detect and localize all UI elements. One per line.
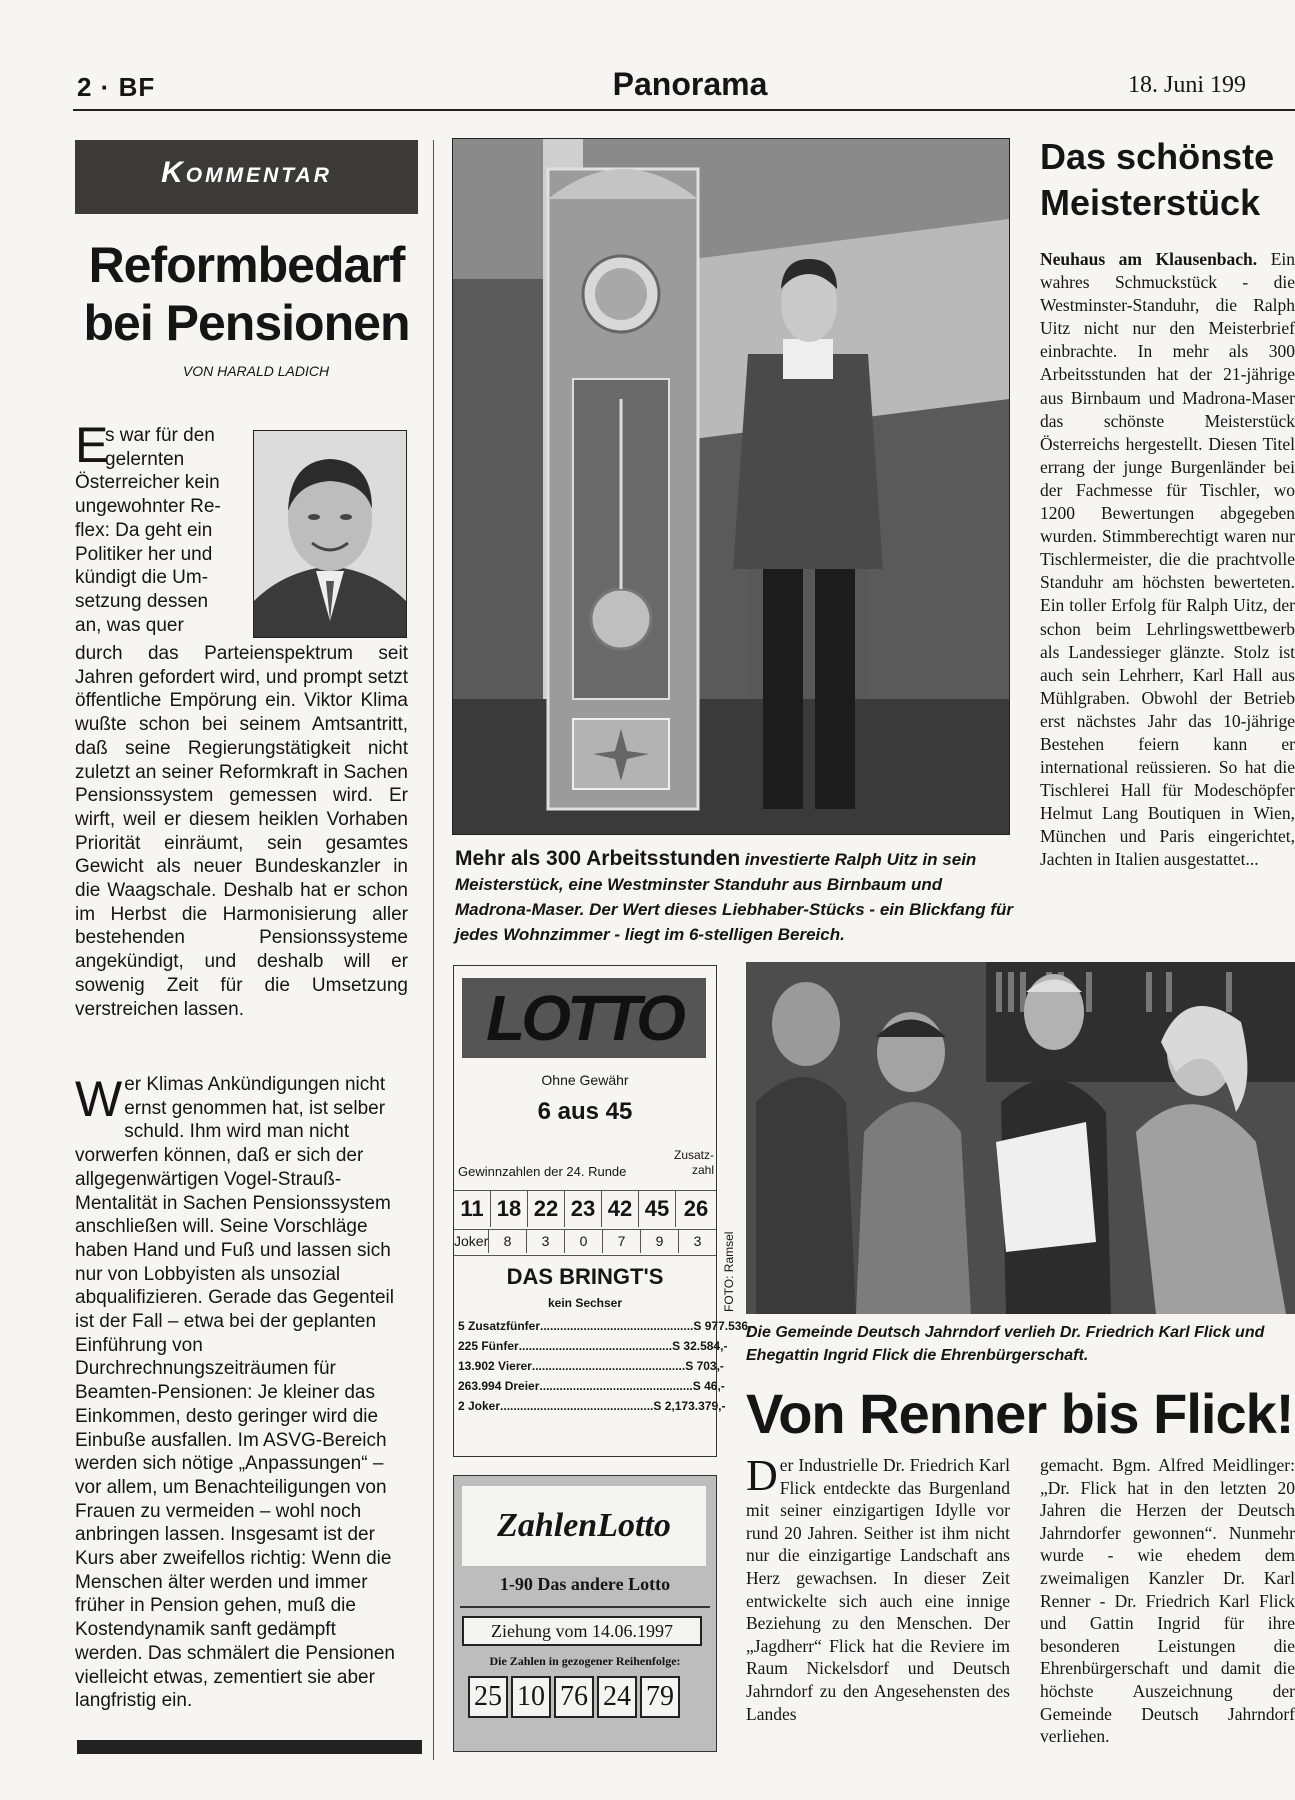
lotto-joker-digit: 7 bbox=[603, 1229, 641, 1253]
lotto-prize-label: 263.994 Dreier bbox=[458, 1379, 540, 1393]
clock-caption-italic: investierte Ralph Uitz in sein Meisterstück, eine Westminster Standuhr aus Birnbaum und Madrona-Maser. Der Wert dieses Liebhaber-Stücks - ein Blickfang für jedes Wohnzimmer - liegt im 6-stelligen Bereich. bbox=[455, 850, 1014, 944]
kommentar-wrap-line: gelernten bbox=[105, 448, 185, 470]
clock-headline-line2: Meisterstück bbox=[1040, 182, 1261, 223]
lotto-prize-amount: S 32.584,- bbox=[672, 1339, 728, 1353]
kommentar-headline bbox=[75, 236, 418, 352]
lotto-number: 42 bbox=[602, 1191, 639, 1227]
zahlenlotto-logo: ZahlenLotto bbox=[497, 1507, 671, 1544]
issue-date: 18. Juni 199 bbox=[1128, 72, 1247, 98]
kommentar-wrap-line: an, was quer bbox=[75, 614, 184, 636]
kommentar-paragraph-2-text: er Klimas Ankündigungen nicht ernst genommen hat, ist selber schuld. Ihm wird man nicht vorwerfen können, daß er sich der allgegenwärtigen Vogel-Strauß-Mentalität in Sachen Pensionssystem anschließen will. Seine Vorschläge haben Hand und Fuß und lassen sich nur von Lobbyisten als unsozial abqualifizieren. Gerade das Gegenteil ist der Fall – etwa bei der geplanten Einführung von Durchrechnungszeiträumen für Beamten-Pensionen: Je kleiner das Einkommen, desto geringer wird die Einbuße ausfallen. Im ASVG-Bereich werden sich nötige „Anpassungen“ – vor allem, um Benachteiligungen von Frauen zu vermeiden – wohl noch anbringen lassen. Insgesamt ist der Kurs aber zweifellos richtig: Wenn die Menschen älter werden und immer früher in Pension gehen, muß die Kostendynamik sanft gedämpft werden. Das schmälert die Pensionen vielleicht etwas, zementiert sie aber langfristig ein. bbox=[75, 1074, 396, 1712]
lotto-number: 18 bbox=[491, 1191, 528, 1227]
lotto-prize-amount: S 46,- bbox=[692, 1379, 725, 1393]
page-label: 2 · BF bbox=[77, 72, 156, 102]
lotto-prize-label: 13.902 Vierer bbox=[458, 1359, 532, 1373]
lotto-joker-digit: 8 bbox=[489, 1229, 527, 1253]
zahlenlotto-numbers-row bbox=[468, 1676, 683, 1718]
lotto-prize-row bbox=[458, 1356, 724, 1376]
zahlenlotto-logo-box bbox=[462, 1486, 706, 1566]
clock-story-body bbox=[1040, 248, 1295, 938]
lotto-prize-label: 5 Zusatzfünfer bbox=[458, 1319, 541, 1333]
flick-dropcap: D bbox=[746, 1451, 778, 1500]
page-header bbox=[0, 60, 1295, 110]
lotto-prize-row bbox=[458, 1376, 725, 1396]
lotto-round-label: Gewinnzahlen der 24. Runde bbox=[458, 1164, 627, 1179]
kommentar-wrap-line: s war für den bbox=[105, 425, 215, 446]
lotto-joker-row bbox=[454, 1229, 716, 1256]
lotto-zusatz-label bbox=[654, 1148, 714, 1178]
flick-headline: Von Renner bis Flick! bbox=[746, 1382, 1294, 1445]
zahlenlotto-number: 25 bbox=[468, 1676, 508, 1718]
lotto-prize-row bbox=[458, 1396, 726, 1416]
lotto-game-name: 6 aus 45 bbox=[537, 1098, 633, 1125]
kommentar-headline-line2: bei Pensionen bbox=[83, 295, 410, 351]
zahlenlotto-divider bbox=[460, 1606, 710, 1608]
kommentar-wrap-line: flex: Da geht ein bbox=[75, 519, 213, 541]
lotto-kein-sechser: kein Sechser bbox=[547, 1296, 623, 1310]
zahlenlotto-number: 24 bbox=[597, 1676, 637, 1718]
lotto-bringts-title: DAS BRINGT'S bbox=[506, 1264, 664, 1289]
kommentar-bottom-bar bbox=[77, 1740, 422, 1754]
clock-photo bbox=[452, 138, 1010, 835]
lotto-number: 45 bbox=[639, 1191, 676, 1227]
lotto-zusatzzahl: 26 bbox=[683, 1196, 709, 1221]
column-divider bbox=[433, 140, 434, 1760]
zahlenlotto-ziehung: Ziehung vom 14.06.1997 bbox=[462, 1616, 702, 1646]
zahlenlotto-box bbox=[453, 1475, 717, 1752]
lotto-prize-amount: S 977.536,- bbox=[693, 1319, 756, 1333]
zahlenlotto-number: 10 bbox=[511, 1676, 551, 1718]
lotto-prize-dots: .............................................. bbox=[500, 1399, 654, 1413]
author-portrait-illustration bbox=[254, 431, 406, 637]
kommentar-paragraph-1-rest: durch das Parteienspektrum seit Jahren gefordert wird, und prompt setzt öffentliche Empörung ein. Viktor Klima wußte schon bei seinem Amtsantritt, daß seine Regierungstätigkeit nicht zuletzt an seiner Reformkraft in Sachen Pensionssystem gemessen wird. Er wirft, weil er diesem heiklen Vorhaben Priorität einräumt, sein gesamtes Gewicht als neuer Bundeskanzler in die Waagschale. Deshalb hat er schon im Herbst die Harmonisierung aller bestehenden Pensionssysteme angekündigt, und deshalb will er sowenig Zeit für die Umsetzung verstreichen lassen. bbox=[75, 643, 408, 1020]
flick-photo-illustration bbox=[746, 962, 1295, 1314]
lotto-ohne-gewaehr: Ohne Gewähr bbox=[541, 1072, 629, 1088]
kommentar-label-box bbox=[75, 140, 418, 214]
kommentar-paragraph-2 bbox=[75, 1073, 408, 1713]
lotto-joker-digit: 0 bbox=[565, 1229, 603, 1253]
flick-column-1 bbox=[746, 1451, 1010, 1725]
kommentar-wrap-line: kündigt die Um- bbox=[75, 567, 209, 589]
kommentar-wrap-line: setzung dessen bbox=[75, 590, 209, 612]
kommentar-wrap-line: ungewohnter Re- bbox=[75, 496, 221, 518]
lotto-joker-label: Joker bbox=[454, 1229, 489, 1253]
lotto-prize-dots: .............................................. bbox=[539, 1379, 693, 1393]
clock-caption-bold: Mehr als 300 Arbeitsstunden bbox=[455, 847, 741, 870]
flick-photo-credit: FOTO: Ramsel bbox=[722, 1231, 736, 1312]
kommentar-wrap-line: Österreicher kein bbox=[75, 472, 220, 494]
lotto-prize-label: 225 Fünfer bbox=[458, 1339, 519, 1353]
zahlenlotto-number: 79 bbox=[640, 1676, 680, 1718]
clock-headline-line1: Das schönste bbox=[1040, 136, 1275, 177]
clock-headline bbox=[1040, 134, 1295, 226]
lotto-zusatz-label-2: zahl bbox=[691, 1163, 714, 1177]
clock-story-text: Ein wahres Schmuckstück - die Westminster-Standuhr, die Ralph Uitz nicht nur den Meisterbrief einbrachte. In mehr als 300 Arbeitsstunden hat der 21-jährige aus Birnbaum und Madrona-Maser das schönste Meisterstück Österreichs hergestellt. Diesen Titel errang der junge Burgenländer bei der Fachmesse für Tischler, wo 1200 Bewertungen abgegeben wurden. Stimmberechtigt waren nur Tischlermeister, die die prachtvolle Standuhr am höchsten bewerteten. Ein toller Erfolg für Ralph Uitz, der schon beim Lehrlingswettbewerb als Landessieger glänzte. Stolz ist auch sein Lehrherr, Karl Hall aus Mühlgraben. Obwohl der Betrieb erst nächstes Jahr das 10-jährige Bestehen feiern kann er international reüssieren. So hat die Tischlerei Hall für Modeschöpfer Helmut Lang Boutiquen in Wien, München und Paris eingerichtet, Jachten in Italien ausgestattet... bbox=[1040, 249, 1295, 870]
kommentar-label: Kommentar bbox=[161, 156, 332, 189]
lotto-prize-label: 2 Joker bbox=[458, 1399, 501, 1413]
lotto-prize-dots: .............................................. bbox=[531, 1359, 686, 1373]
lotto-number: 22 bbox=[528, 1191, 565, 1227]
kommentar-byline: VON HARALD LADICH bbox=[182, 363, 330, 379]
lotto-joker-digit: 9 bbox=[641, 1229, 679, 1253]
flick-column-2: gemacht. Bgm. Alfred Meidlinger: „Dr. Flick hat in den letzten 20 Jahren die Herzen der Deutsch Jahrndorfer gewonnen“. Nunmehr wurde - wie ehedem dem zweimaligen Kanzler Dr. Karl Renner - Dr. Friedrich Karl Flick und Gattin Ingrid für ihre besonderen Leistungen die Ehrenbürgerschaft und damit die höchste Auszeichnung der Gemeinde Deutsch Jahrndorf verliehen. bbox=[1040, 1455, 1295, 1747]
kommentar-headline-line1: Reformbedarf bbox=[88, 237, 405, 293]
section-title: Panorama bbox=[612, 66, 768, 102]
lotto-joker-digit: 3 bbox=[527, 1229, 565, 1253]
zahlenlotto-number: 76 bbox=[554, 1676, 594, 1718]
lotto-prize-row bbox=[458, 1336, 728, 1356]
zahlenlotto-subtitle: 1-90 Das andere Lotto bbox=[499, 1574, 671, 1594]
lotto-logo-box bbox=[462, 978, 706, 1058]
lotto-numbers-row bbox=[454, 1190, 716, 1230]
clock-photo-illustration bbox=[453, 139, 1009, 834]
kommentar-dropcap-1: E bbox=[75, 417, 109, 473]
lotto-prize-amount: S 703,- bbox=[685, 1359, 724, 1373]
flick-caption: Die Gemeinde Deutsch Jahrndorf verlieh Dr. Friedrich Karl Flick und Ehegattin Ingrid Flick die Ehrenbürgerschaft. bbox=[746, 1324, 1265, 1364]
header-rule bbox=[73, 109, 1295, 111]
lotto-prize-row bbox=[458, 1316, 756, 1336]
lotto-joker-digit: 3 bbox=[693, 1233, 702, 1249]
clock-story-lead: Neuhaus am Klausenbach. bbox=[1040, 249, 1258, 269]
zahlenlotto-reihenfolge: Die Zahlen in gezogener Reihenfolge: bbox=[489, 1654, 681, 1668]
lotto-zusatz-label-1: Zusatz- bbox=[673, 1148, 714, 1162]
lotto-prize-dots: .............................................. bbox=[540, 1319, 694, 1333]
author-portrait bbox=[253, 430, 407, 638]
lotto-number: 23 bbox=[565, 1191, 602, 1227]
lotto-number: 11 bbox=[454, 1191, 491, 1227]
kommentar-dropcap-2: W bbox=[75, 1071, 123, 1127]
lotto-prize-dots: .............................................. bbox=[518, 1339, 673, 1353]
clock-caption bbox=[455, 846, 1013, 947]
lotto-prize-list bbox=[458, 1316, 756, 1416]
lotto-prize-amount: S 2,173.379,- bbox=[653, 1399, 726, 1413]
flick-photo bbox=[746, 962, 1295, 1314]
lotto-logo: LOTTO bbox=[486, 982, 682, 1054]
kommentar-wrap-line: Politiker her und bbox=[75, 543, 213, 565]
flick-column-1-text: er Industrielle Dr. Friedrich Karl Flick entdeckte das Burgenland mit seiner einzigartigen Idylle vor rund 20 Jahren. Seither ist ihm nicht nur die einzigartige Landschaft ans Herz gewachsen. In dieser Zeit entwickelte sich auch eine innige Beziehung zu den Menschen. Der „Jagdherr“ Flick hat die Reviere im Raum Nickelsdorf und Deutsch Jahrndorf zu den Angesehensten des Landes bbox=[746, 1455, 1010, 1724]
